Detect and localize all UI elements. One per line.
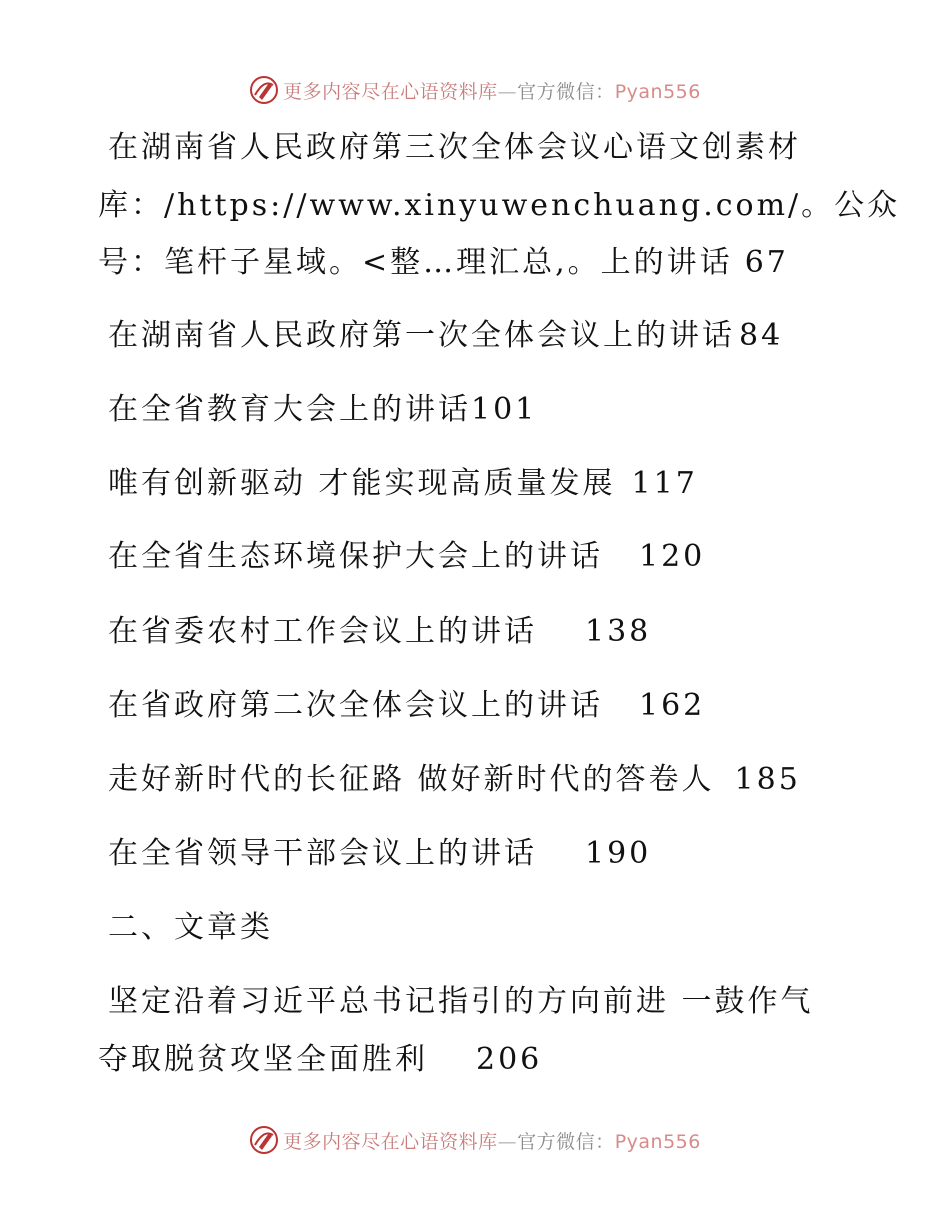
toc-page-number: 138 xyxy=(585,614,652,649)
toc-entry: 在全省生态环境保护大会上的讲话 120 xyxy=(108,539,706,574)
toc-entry: 在湖南省人民政府第一次全体会议上的讲话 84 xyxy=(108,318,784,353)
toc-entry: 在全省教育大会上的讲话101 xyxy=(108,392,538,427)
watermark-text: 更多内容尽在心语资料库—官方微信：Pyan556 xyxy=(283,80,701,103)
toc-page-number: 185 xyxy=(734,762,801,797)
toc-page-number: 190 xyxy=(585,836,652,871)
pen-logo-icon xyxy=(249,75,279,105)
toc-entry: 在全省领导干部会议上的讲话 190 xyxy=(108,836,652,871)
toc-page-number: 162 xyxy=(639,688,706,723)
watermark-banner-top xyxy=(0,70,950,110)
watermark-text: 更多内容尽在心语资料库—官方微信：Pyan556 xyxy=(283,1130,701,1153)
watermark-banner-bottom xyxy=(0,1120,950,1160)
section-heading: 二、文章类 xyxy=(108,910,273,945)
toc-page-number: 117 xyxy=(631,466,698,501)
toc-entry-line: 在湖南省人民政府第三次全体会议心语文创素材 xyxy=(108,130,801,165)
toc-page-number: 120 xyxy=(639,539,706,574)
toc-page-number: 101 xyxy=(471,392,538,427)
toc-entry-line: 夺取脱贫攻坚全面胜利 206 xyxy=(98,1042,543,1077)
toc-entry: 走好新时代的长征路 做好新时代的答卷人 185 xyxy=(108,762,801,797)
toc-entry-line: 号：笔杆子星域。<整…理汇总,。上的讲话 67 xyxy=(98,245,789,280)
toc-page-number: 84 xyxy=(739,318,784,353)
toc-entry-line: 库：/https://www.xinyuwenchuang.com/。公众 xyxy=(98,188,901,223)
toc-page-number: 67 xyxy=(744,245,789,280)
toc-page-number: 206 xyxy=(476,1042,543,1077)
pen-logo-icon xyxy=(249,1125,279,1155)
toc-entry: 在省政府第二次全体会议上的讲话 162 xyxy=(108,688,706,723)
toc-entry: 在省委农村工作会议上的讲话 138 xyxy=(108,614,652,649)
toc-entry: 唯有创新驱动 才能实现高质量发展 117 xyxy=(108,466,698,501)
toc-entry-line: 坚定沿着习近平总书记指引的方向前进 一鼓作气 xyxy=(108,984,814,1019)
